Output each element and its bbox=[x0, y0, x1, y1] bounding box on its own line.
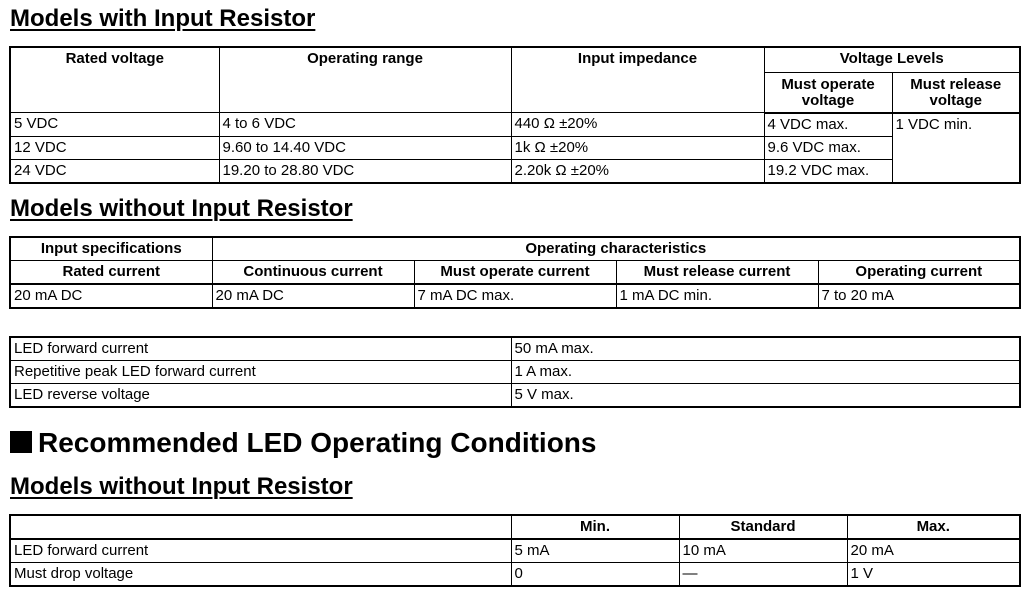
table-cell: 7 to 20 mA bbox=[818, 284, 1020, 308]
table-row bbox=[10, 284, 1020, 308]
operating-characteristics-header: Operating characteristics bbox=[212, 237, 1020, 261]
table-row bbox=[10, 136, 1020, 159]
table-cell: 5 V max. bbox=[511, 384, 1020, 408]
table-cell: 1 V bbox=[847, 563, 1020, 587]
standard-header: Standard bbox=[679, 515, 847, 539]
header-row bbox=[10, 237, 1020, 261]
table-cell: 1 A max. bbox=[511, 361, 1020, 384]
recommended-conditions-table bbox=[9, 514, 1021, 587]
table-cell: 5 mA bbox=[511, 539, 679, 563]
black-square-icon bbox=[10, 431, 32, 453]
table-cell: 50 mA max. bbox=[511, 337, 1020, 361]
rated-voltage-header: Rated voltage bbox=[10, 47, 219, 113]
max-header: Max. bbox=[847, 515, 1020, 539]
table-cell: 24 VDC bbox=[10, 159, 219, 183]
table-cell: 5 VDC bbox=[10, 113, 219, 137]
input-specifications-header: Input specifications bbox=[10, 237, 212, 261]
header-row bbox=[10, 515, 1020, 539]
table-cell: 7 mA DC max. bbox=[414, 284, 616, 308]
section-title-without-resistor: Models without Input Resistor bbox=[10, 195, 353, 222]
without-resistor-table bbox=[9, 236, 1021, 309]
must-release-value-cell: 1 VDC min. bbox=[892, 113, 1020, 183]
blank-header bbox=[10, 515, 511, 539]
table-cell: 1 mA DC min. bbox=[616, 284, 818, 308]
must-release-voltage-header: Must release voltage bbox=[892, 72, 1020, 113]
header-subrow bbox=[10, 261, 1020, 285]
table-cell: 9.60 to 14.40 VDC bbox=[219, 136, 511, 159]
table-row bbox=[10, 384, 1020, 408]
continuous-current-header: Continuous current bbox=[212, 261, 414, 285]
with-resistor-table bbox=[9, 46, 1021, 184]
table-cell: 20 mA bbox=[847, 539, 1020, 563]
table-cell: 1k Ω ±20% bbox=[511, 136, 764, 159]
table-row bbox=[10, 361, 1020, 384]
table-cell: Repetitive peak LED forward current bbox=[10, 361, 511, 384]
header-row bbox=[10, 47, 1020, 72]
table-cell: LED forward current bbox=[10, 539, 511, 563]
table-row bbox=[10, 159, 1020, 183]
heading-text: Recommended LED Operating Conditions bbox=[38, 427, 597, 458]
table-row bbox=[10, 563, 1020, 587]
table-cell: 0 bbox=[511, 563, 679, 587]
table-cell: 2.20k Ω ±20% bbox=[511, 159, 764, 183]
table-cell: 19.20 to 28.80 VDC bbox=[219, 159, 511, 183]
operating-current-header: Operating current bbox=[818, 261, 1020, 285]
must-operate-current-header: Must operate current bbox=[414, 261, 616, 285]
table-cell: 4 VDC max. bbox=[764, 113, 892, 137]
min-header: Min. bbox=[511, 515, 679, 539]
table-cell: 19.2 VDC max. bbox=[764, 159, 892, 183]
input-impedance-header: Input impedance bbox=[511, 47, 764, 113]
section-title-without-resistor-2: Models without Input Resistor bbox=[10, 473, 353, 500]
section-heading-recommended bbox=[10, 426, 596, 460]
led-ratings-table bbox=[9, 336, 1021, 408]
table-cell: 9.6 VDC max. bbox=[764, 136, 892, 159]
table-row bbox=[10, 113, 1020, 137]
must-release-current-header: Must release current bbox=[616, 261, 818, 285]
table-row bbox=[10, 337, 1020, 361]
table-cell: 4 to 6 VDC bbox=[219, 113, 511, 137]
must-operate-voltage-header: Must operate voltage bbox=[764, 72, 892, 113]
voltage-levels-header: Voltage Levels bbox=[764, 47, 1020, 72]
table-cell: 20 mA DC bbox=[212, 284, 414, 308]
table-cell: 10 mA bbox=[679, 539, 847, 563]
table-cell: LED reverse voltage bbox=[10, 384, 511, 408]
table-cell: — bbox=[679, 563, 847, 587]
rated-current-header: Rated current bbox=[10, 261, 212, 285]
table-cell: 12 VDC bbox=[10, 136, 219, 159]
table-row bbox=[10, 539, 1020, 563]
operating-range-header: Operating range bbox=[219, 47, 511, 113]
table-cell: 440 Ω ±20% bbox=[511, 113, 764, 137]
table-cell: 20 mA DC bbox=[10, 284, 212, 308]
table-cell: Must drop voltage bbox=[10, 563, 511, 587]
section-title-with-resistor: Models with Input Resistor bbox=[10, 5, 316, 32]
table-cell: LED forward current bbox=[10, 337, 511, 361]
